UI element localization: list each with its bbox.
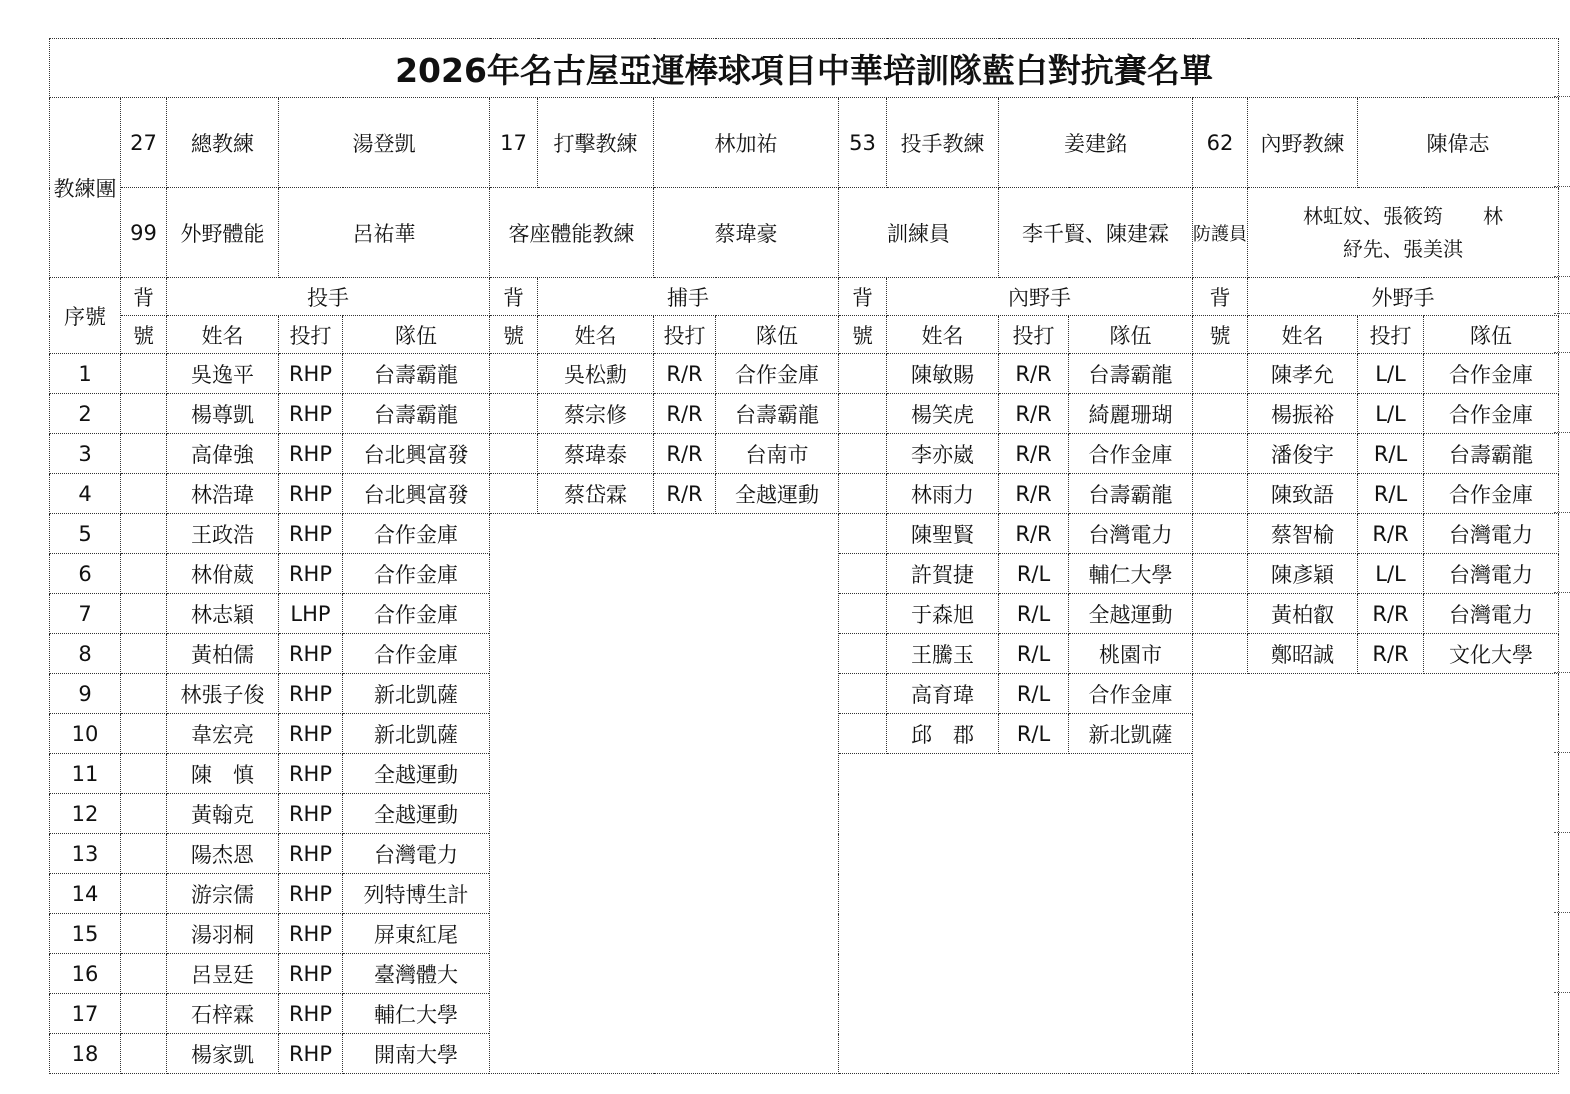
pitcher-name: 林浩瑋: [167, 474, 279, 514]
outfielder-jersey-number: [1193, 554, 1248, 594]
team-header: 隊伍: [1069, 316, 1193, 354]
infielder-bats-throws: R/L: [999, 594, 1069, 634]
pitcher-name: 陳 慎: [167, 754, 279, 794]
coach-role: 客座體能教練: [490, 188, 654, 278]
catcher-team: 全越運動: [716, 474, 839, 514]
pitcher-bats-throws: RHP: [279, 554, 343, 594]
gridline-stub: [1554, 672, 1570, 674]
outfielder-name: 潘俊宇: [1248, 434, 1358, 474]
outfielder-team: 台壽霸龍: [1424, 434, 1559, 474]
bats-header: 投打: [999, 316, 1069, 354]
gridline-stub: [1554, 512, 1570, 514]
gridline-stub: [1554, 276, 1570, 278]
pitcher-bats-throws: LHP: [279, 594, 343, 634]
bats-header: 投打: [1358, 316, 1424, 354]
pitcher-name: 石梓霖: [167, 994, 279, 1034]
seq-number: 18: [50, 1034, 121, 1074]
empty-outfielder-area: [1193, 674, 1559, 1074]
gridline-stub: [1554, 352, 1570, 354]
outfielder-team: 合作金庫: [1424, 474, 1559, 514]
roster-row: [50, 514, 1559, 554]
coach-role: 打擊教練: [538, 98, 654, 188]
infielder-bats-throws: R/R: [999, 394, 1069, 434]
pitcher-team: 全越運動: [343, 754, 490, 794]
catcher-jersey-number: [490, 474, 538, 514]
seq-number: 7: [50, 594, 121, 634]
catcher-name: 蔡宗修: [538, 394, 654, 434]
jersey-header: 背: [839, 278, 887, 316]
jersey-header: 號: [121, 316, 167, 354]
pitcher-bats-throws: RHP: [279, 914, 343, 954]
seq-header: 序號: [50, 278, 121, 354]
catcher-team: 台南市: [716, 434, 839, 474]
outfielder-team: 文化大學: [1424, 634, 1559, 674]
pitcher-bats-throws: RHP: [279, 674, 343, 714]
pitcher-jersey-number: [121, 434, 167, 474]
infielder-name: 楊笑虎: [887, 394, 999, 434]
outfielder-jersey-number: [1193, 474, 1248, 514]
pitcher-team: 合作金庫: [343, 634, 490, 674]
coach-name: 林加祐: [654, 98, 839, 188]
seq-number: 16: [50, 954, 121, 994]
infielder-name: 林雨力: [887, 474, 999, 514]
pitcher-jersey-number: [121, 354, 167, 394]
outfielder-bats-throws: R/R: [1358, 594, 1424, 634]
outfielder-bats-throws: R/R: [1358, 634, 1424, 674]
pitcher-name: 王政浩: [167, 514, 279, 554]
pitcher-bats-throws: RHP: [279, 794, 343, 834]
pitcher-team: 合作金庫: [343, 514, 490, 554]
outfielder-jersey-number: [1193, 434, 1248, 474]
roster-row: [50, 474, 1559, 514]
pitcher-team: 新北凱薩: [343, 714, 490, 754]
outfielder-team: 台灣電力: [1424, 554, 1559, 594]
outfielder-name: 鄭昭誠: [1248, 634, 1358, 674]
catcher-jersey-number: [490, 394, 538, 434]
pitcher-team: 輔仁大學: [343, 994, 490, 1034]
gridline-stub: [1554, 752, 1570, 754]
pitcher-bats-throws: RHP: [279, 754, 343, 794]
infielder-name: 王騰玉: [887, 634, 999, 674]
pitcher-team: 合作金庫: [343, 554, 490, 594]
name-header: 姓名: [538, 316, 654, 354]
seq-number: 1: [50, 354, 121, 394]
pitcher-jersey-number: [121, 634, 167, 674]
pitcher-team: 臺灣體大: [343, 954, 490, 994]
coach-number: 99: [121, 188, 167, 278]
pitcher-name: 陽杰恩: [167, 834, 279, 874]
seq-number: 2: [50, 394, 121, 434]
seq-number: 8: [50, 634, 121, 674]
seq-number: 15: [50, 914, 121, 954]
catcher-bats-throws: R/R: [654, 474, 716, 514]
infielder-team: 全越運動: [1069, 594, 1193, 634]
outfielder-name: 楊振裕: [1248, 394, 1358, 434]
coach-name-multiline: [1248, 188, 1559, 278]
outfielder-bats-throws: R/L: [1358, 434, 1424, 474]
pitcher-name: 林佾葳: [167, 554, 279, 594]
pitcher-name: 黃柏儒: [167, 634, 279, 674]
infielder-name: 于森旭: [887, 594, 999, 634]
seq-number: 4: [50, 474, 121, 514]
infielder-team: 台壽霸龍: [1069, 474, 1193, 514]
outfielder-team: 台灣電力: [1424, 594, 1559, 634]
pitcher-jersey-number: [121, 834, 167, 874]
outfielder-name: 蔡智榆: [1248, 514, 1358, 554]
pitcher-name: 游宗儒: [167, 874, 279, 914]
infielder-bats-throws: R/R: [999, 354, 1069, 394]
pitcher-team: 開南大學: [343, 1034, 490, 1074]
pitcher-bats-throws: RHP: [279, 714, 343, 754]
seq-number: 11: [50, 754, 121, 794]
coach-role: 投手教練: [887, 98, 999, 188]
pitcher-jersey-number: [121, 994, 167, 1034]
pitcher-name: 呂昱廷: [167, 954, 279, 994]
jersey-header: 背: [1193, 278, 1248, 316]
pitcher-jersey-number: [121, 674, 167, 714]
outfielder-team: 合作金庫: [1424, 354, 1559, 394]
pitcher-bats-throws: RHP: [279, 954, 343, 994]
infielder-bats-throws: R/L: [999, 714, 1069, 754]
catcher-name: 吳松勳: [538, 354, 654, 394]
seq-number: 14: [50, 874, 121, 914]
team-header: 隊伍: [1424, 316, 1559, 354]
outfielder-bats-throws: R/R: [1358, 514, 1424, 554]
gridline-stub: [1554, 832, 1570, 834]
outfielder-team: 台灣電力: [1424, 514, 1559, 554]
outfielder-name: 陳致語: [1248, 474, 1358, 514]
seq-number: 12: [50, 794, 121, 834]
catchers-header: 捕手: [538, 278, 839, 316]
pitcher-bats-throws: RHP: [279, 514, 343, 554]
bats-header: 投打: [654, 316, 716, 354]
catcher-bats-throws: R/R: [654, 394, 716, 434]
pitcher-name: 高偉強: [167, 434, 279, 474]
gridline-stub: [1554, 96, 1570, 98]
infielder-name: 許賀捷: [887, 554, 999, 594]
gridline-stub: [1554, 912, 1570, 914]
infielder-team: 合作金庫: [1069, 434, 1193, 474]
roster-sheet: [49, 38, 1559, 1074]
catcher-name: 蔡瑋泰: [538, 434, 654, 474]
catcher-team: 台壽霸龍: [716, 394, 839, 434]
coach-role: 防護員: [1193, 188, 1248, 278]
coach-number: 27: [121, 98, 167, 188]
outfielders-header: 外野手: [1248, 278, 1559, 316]
empty-infielder-area: [839, 754, 1193, 1074]
outfielder-name: 陳彥穎: [1248, 554, 1358, 594]
outfielder-jersey-number: [1193, 394, 1248, 434]
catcher-bats-throws: R/R: [654, 434, 716, 474]
infielder-jersey-number: [839, 594, 887, 634]
pitcher-team: 全越運動: [343, 794, 490, 834]
pitcher-team: 台北興富發: [343, 434, 490, 474]
infielder-jersey-number: [839, 474, 887, 514]
seq-number: 17: [50, 994, 121, 1034]
pitcher-bats-throws: RHP: [279, 994, 343, 1034]
catcher-bats-throws: R/R: [654, 354, 716, 394]
infielder-jersey-number: [839, 434, 887, 474]
coach-name: 姜建銘: [999, 98, 1193, 188]
outfielder-jersey-number: [1193, 594, 1248, 634]
jersey-header: 背: [490, 278, 538, 316]
infielder-jersey-number: [839, 354, 887, 394]
coach-role: 外野體能: [167, 188, 279, 278]
pitcher-name: 韋宏亮: [167, 714, 279, 754]
pitcher-jersey-number: [121, 554, 167, 594]
coach-number: 62: [1193, 98, 1248, 188]
pitcher-jersey-number: [121, 954, 167, 994]
infielder-bats-throws: R/R: [999, 474, 1069, 514]
infielder-team: 桃園市: [1069, 634, 1193, 674]
pitcher-jersey-number: [121, 394, 167, 434]
pitcher-team: 合作金庫: [343, 594, 490, 634]
pitcher-jersey-number: [121, 794, 167, 834]
coach-name: 呂祐華: [279, 188, 490, 278]
seq-number: 9: [50, 674, 121, 714]
coach-name: 陳偉志: [1358, 98, 1559, 188]
roster-row: [50, 394, 1559, 434]
infielder-team: 台灣電力: [1069, 514, 1193, 554]
bats-header: 投打: [279, 316, 343, 354]
infielder-jersey-number: [839, 394, 887, 434]
name-header: 姓名: [887, 316, 999, 354]
infielder-jersey-number: [839, 714, 887, 754]
pitcher-team: 屏東紅尾: [343, 914, 490, 954]
coach-number: 17: [490, 98, 538, 188]
catcher-jersey-number: [490, 434, 538, 474]
gridline-stub: [1554, 992, 1570, 994]
pitchers-header: 投手: [167, 278, 490, 316]
pitcher-bats-throws: RHP: [279, 634, 343, 674]
outfielder-name: 黃柏叡: [1248, 594, 1358, 634]
gridline-stub: [1554, 313, 1570, 315]
pitcher-name: 黃翰克: [167, 794, 279, 834]
infielder-bats-throws: R/L: [999, 674, 1069, 714]
roster-row: [50, 354, 1559, 394]
infielder-name: 陳聖賢: [887, 514, 999, 554]
pitcher-team: 台北興富發: [343, 474, 490, 514]
catcher-name: 蔡岱霖: [538, 474, 654, 514]
infielder-bats-throws: R/L: [999, 634, 1069, 674]
coach-group-label: 教練團: [50, 98, 121, 278]
seq-number: 5: [50, 514, 121, 554]
outfielder-bats-throws: R/L: [1358, 474, 1424, 514]
coach-name: 李千賢、陳建霖: [999, 188, 1193, 278]
infielder-team: 台壽霸龍: [1069, 354, 1193, 394]
infielders-header: 內野手: [887, 278, 1193, 316]
pitcher-jersey-number: [121, 594, 167, 634]
pitcher-bats-throws: RHP: [279, 874, 343, 914]
outfielder-team: 合作金庫: [1424, 394, 1559, 434]
pitcher-bats-throws: RHP: [279, 434, 343, 474]
outfielder-bats-throws: L/L: [1358, 394, 1424, 434]
pitcher-name: 吳逸平: [167, 354, 279, 394]
coach-role: 內野教練: [1248, 98, 1358, 188]
coach-role: 訓練員: [839, 188, 999, 278]
seq-number: 6: [50, 554, 121, 594]
pitcher-jersey-number: [121, 514, 167, 554]
infielder-name: 邱 郡: [887, 714, 999, 754]
jersey-header: 背: [121, 278, 167, 316]
infielder-bats-throws: R/R: [999, 514, 1069, 554]
pitcher-team: 新北凱薩: [343, 674, 490, 714]
pitcher-bats-throws: RHP: [279, 394, 343, 434]
pitcher-jersey-number: [121, 754, 167, 794]
seq-number: 10: [50, 714, 121, 754]
pitcher-jersey-number: [121, 714, 167, 754]
infielder-jersey-number: [839, 674, 887, 714]
outfielder-jersey-number: [1193, 514, 1248, 554]
pitcher-bats-throws: RHP: [279, 354, 343, 394]
infielder-team: 合作金庫: [1069, 674, 1193, 714]
name-header: 姓名: [167, 316, 279, 354]
pitcher-jersey-number: [121, 474, 167, 514]
roster-table: [49, 38, 1559, 1074]
jersey-header: 號: [490, 316, 538, 354]
infielder-name: 李亦崴: [887, 434, 999, 474]
infielder-team: 新北凱薩: [1069, 714, 1193, 754]
gridline-stub: [1554, 592, 1570, 594]
gridline-stub: [1554, 186, 1570, 188]
pitcher-jersey-number: [121, 874, 167, 914]
infielder-name: 陳敏賜: [887, 354, 999, 394]
roster-row: [50, 434, 1559, 474]
infielder-team: 綺麗珊瑚: [1069, 394, 1193, 434]
catcher-team: 合作金庫: [716, 354, 839, 394]
pitcher-jersey-number: [121, 1034, 167, 1074]
coach-number: 53: [839, 98, 887, 188]
jersey-header: 號: [839, 316, 887, 354]
gridline-stub: [1554, 432, 1570, 434]
pitcher-name: 楊家凱: [167, 1034, 279, 1074]
pitcher-jersey-number: [121, 914, 167, 954]
infielder-jersey-number: [839, 514, 887, 554]
pitcher-name: 楊尊凱: [167, 394, 279, 434]
empty-catcher-area: [490, 514, 839, 1074]
pitcher-team: 台壽霸龍: [343, 354, 490, 394]
coach-name: 湯登凱: [279, 98, 490, 188]
infielder-jersey-number: [839, 634, 887, 674]
infielder-bats-throws: R/R: [999, 434, 1069, 474]
seq-number: 3: [50, 434, 121, 474]
team-header: 隊伍: [716, 316, 839, 354]
pitcher-name: 林張子俊: [167, 674, 279, 714]
outfielder-bats-throws: L/L: [1358, 354, 1424, 394]
pitcher-team: 台灣電力: [343, 834, 490, 874]
outfielder-name: 陳孝允: [1248, 354, 1358, 394]
infielder-bats-throws: R/L: [999, 554, 1069, 594]
pitcher-team: 台壽霸龍: [343, 394, 490, 434]
pitcher-bats-throws: RHP: [279, 1034, 343, 1074]
coach-name-line: 紓先、張美淇: [1343, 236, 1463, 261]
pitcher-name: 湯羽桐: [167, 914, 279, 954]
outfielder-jersey-number: [1193, 634, 1248, 674]
coach-name-line: 林虹妏、張筱筠 林: [1303, 203, 1503, 228]
name-header: 姓名: [1248, 316, 1358, 354]
infielder-name: 高育瑋: [887, 674, 999, 714]
pitcher-name: 林志穎: [167, 594, 279, 634]
catcher-jersey-number: [490, 354, 538, 394]
infielder-team: 輔仁大學: [1069, 554, 1193, 594]
pitcher-bats-throws: RHP: [279, 834, 343, 874]
outfielder-bats-throws: L/L: [1358, 554, 1424, 594]
team-header: 隊伍: [343, 316, 490, 354]
pitcher-bats-throws: RHP: [279, 474, 343, 514]
outfielder-jersey-number: [1193, 354, 1248, 394]
seq-number: 13: [50, 834, 121, 874]
coach-role: 總教練: [167, 98, 279, 188]
jersey-header: 號: [1193, 316, 1248, 354]
pitcher-team: 列特博生計: [343, 874, 490, 914]
coach-name: 蔡瑋豪: [654, 188, 839, 278]
page-title: 2026年名古屋亞運棒球項目中華培訓隊藍白對抗賽名單: [50, 39, 1559, 98]
infielder-jersey-number: [839, 554, 887, 594]
